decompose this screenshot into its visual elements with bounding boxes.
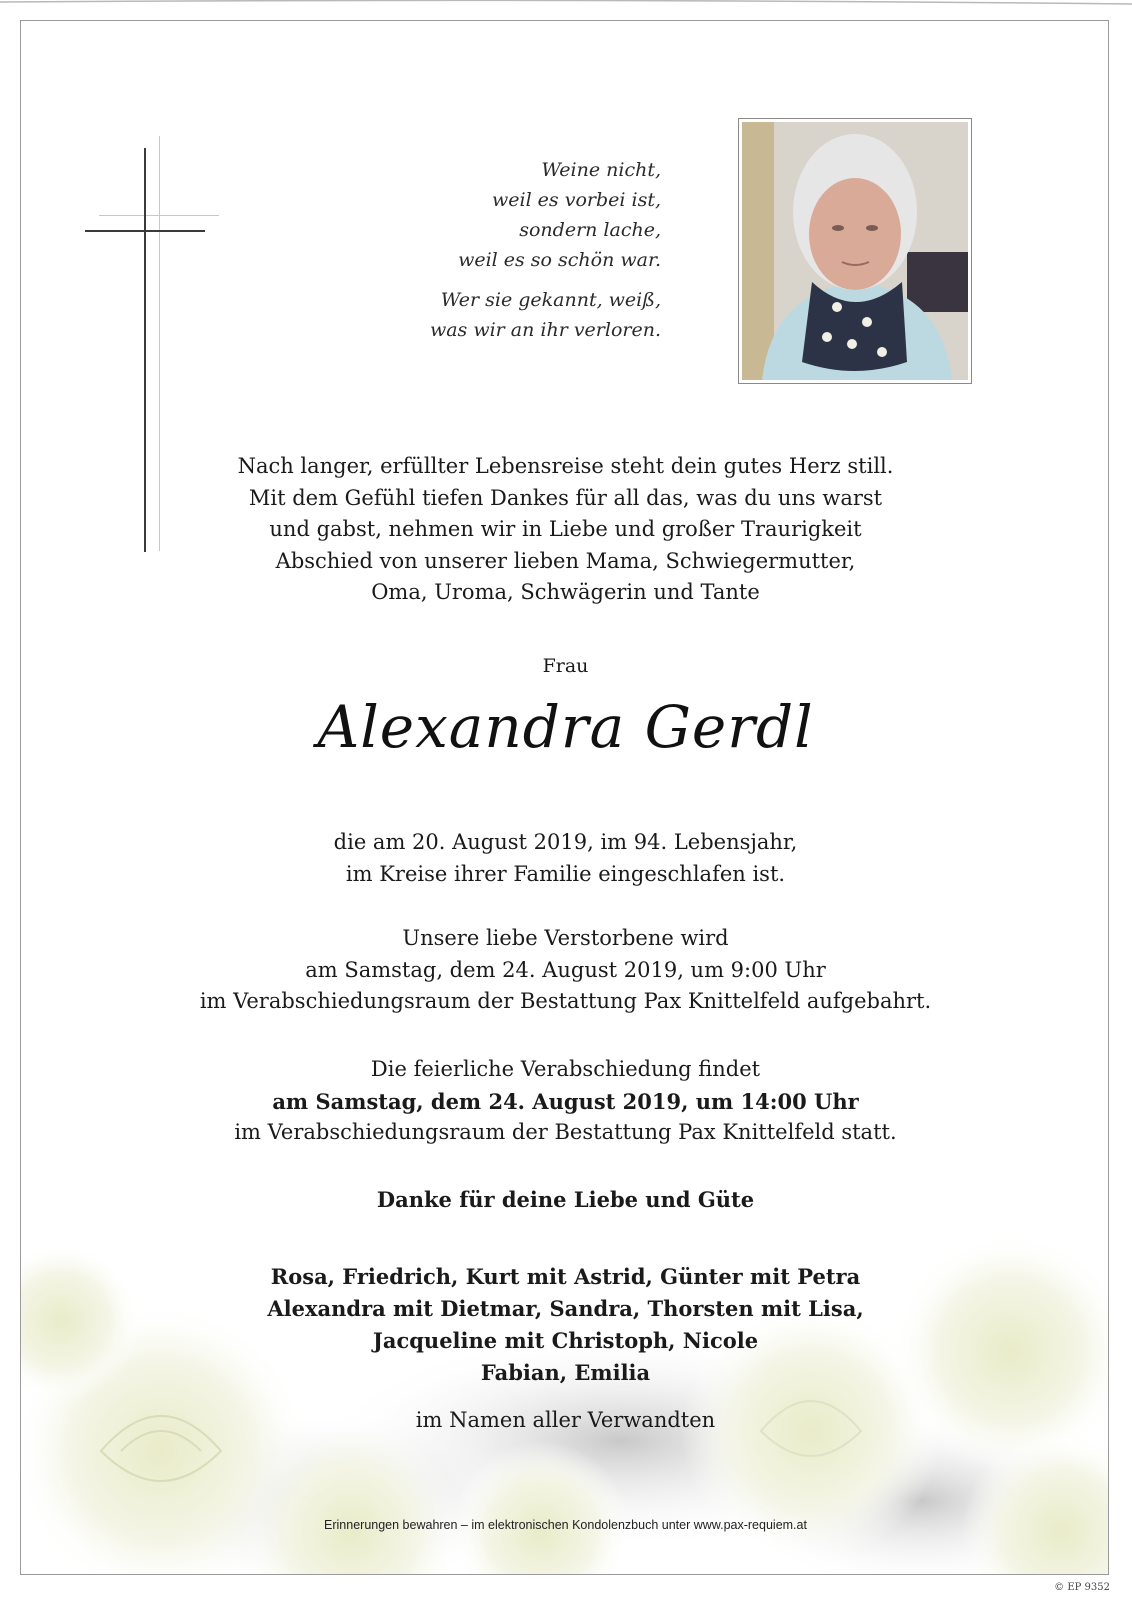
portrait-photo (742, 122, 968, 380)
intro-line: Nach langer, erfüllter Lebensreise steht dein gutes Herz still. (237, 454, 894, 478)
viewing-line: Unsere liebe Verstorbene wird (402, 926, 729, 950)
thanks-line: Danke für deine Liebe und Güte (376, 1187, 755, 1212)
ceremony-line: Die feierliche Verabschiedung findet (370, 1057, 761, 1081)
intro-line: Mit dem Gefühl tiefen Dankes für all das, was du uns warst (248, 485, 883, 510)
ceremony-date: am Samstag, dem 24. August 2019, um 14:00 Uhr (272, 1088, 859, 1114)
intro-line: und gabst, nehmen wir in Liebe und großer Traurigkeit (269, 517, 862, 541)
condolence-footer: Erinnerungen bewahren – im elektronischen Kondolenzbuch unter www.pax-requiem.at (324, 1518, 807, 1532)
family-line: Fabian, Emilia (480, 1360, 651, 1385)
cross-icon-horizontal (85, 230, 205, 232)
ceremony-notice (21, 1054, 1109, 1149)
death-line: im Kreise ihrer Familie eingeschlafen ist. (345, 861, 786, 886)
ceremony-line: im Verabschiedungsraum der Bestattung Pax Knittelfeld statt. (234, 1120, 897, 1144)
intro-line: Abschied von unserer lieben Mama, Schwiegermutter, (275, 548, 856, 573)
death-notice (21, 827, 1109, 890)
obituary-card (20, 20, 1109, 1575)
death-line: die am 20. August 2019, im 94. Lebensjahr, (333, 830, 798, 854)
intro-line: Oma, Uroma, Schwägerin und Tante (371, 580, 760, 604)
relatives-line: im Namen aller Verwandten (415, 1408, 716, 1432)
viewing-line: am Samstag, dem 24. August 2019, um 9:00 Uhr (305, 957, 826, 982)
poem-stanza-2 (321, 285, 661, 345)
viewing-notice (21, 923, 1109, 1018)
cross-shadow-horizontal (99, 215, 219, 216)
poem-line: weil es vorbei ist, (491, 189, 661, 211)
family-line: Rosa, Friedrich, Kurt mit Astrid, Günter mit Petra (270, 1264, 861, 1289)
deceased-name: Alexandra Gerdl (317, 693, 814, 761)
poem-line: weil es so schön war. (458, 249, 661, 271)
poem-line: sondern lache, (519, 219, 661, 241)
viewing-line: im Verabschiedungsraum der Bestattung Pax Knittelfeld aufgebahrt. (199, 989, 932, 1013)
family-list (21, 1261, 1109, 1389)
salutation: Frau (542, 655, 589, 677)
poem-line: Wer sie gekannt, weiß, (440, 289, 661, 311)
poem-line: was wir an ihr verloren. (429, 319, 661, 341)
poem-line: Weine nicht, (541, 159, 661, 181)
family-line: Jacqueline mit Christoph, Nicole (372, 1328, 759, 1353)
family-line: Alexandra mit Dietmar, Sandra, Thorsten mit Lisa, (267, 1296, 864, 1321)
poem-stanza-1 (321, 155, 661, 275)
portrait-photo-frame (738, 118, 972, 384)
intro-text (21, 451, 1109, 609)
document-code: © EP 9352 (1054, 1582, 1110, 1593)
